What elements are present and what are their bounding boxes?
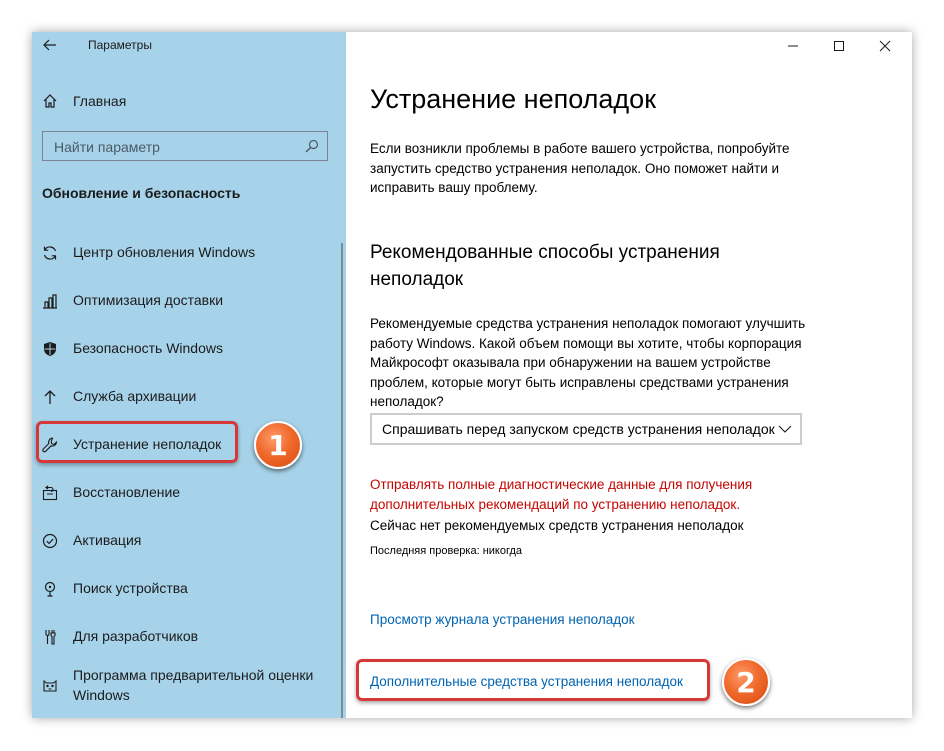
section-title: Обновление и безопасность bbox=[42, 185, 241, 201]
title-bar bbox=[32, 32, 346, 58]
sidebar-item-label: Оптимизация доставки bbox=[73, 292, 224, 308]
check-circle-icon bbox=[40, 531, 60, 551]
sidebar-item-delivery-optimization[interactable] bbox=[32, 284, 346, 318]
close-icon bbox=[879, 40, 891, 52]
shield-icon bbox=[40, 339, 60, 359]
developer-tools-icon bbox=[40, 627, 60, 647]
recommendation-dropdown[interactable] bbox=[370, 413, 802, 445]
sidebar-item-label: Центр обновления Windows bbox=[73, 244, 256, 260]
page-title: Устранение неполадок bbox=[370, 84, 657, 114]
sidebar-item-label: Программа предварительной оценки Windows bbox=[73, 667, 314, 703]
additional-troubleshooters-link[interactable]: Дополнительные средства устранения неполадок bbox=[370, 674, 683, 689]
additional-link-highlight-frame bbox=[356, 659, 710, 701]
minimize-icon bbox=[787, 40, 799, 52]
close-button[interactable] bbox=[862, 32, 908, 60]
last-check-text: Последняя проверка: никогда bbox=[370, 545, 523, 557]
recovery-icon bbox=[40, 483, 60, 503]
home-icon bbox=[40, 91, 60, 111]
minimize-button[interactable] bbox=[770, 32, 816, 60]
sidebar-item-insider[interactable] bbox=[32, 665, 346, 707]
sidebar-item-developers[interactable] bbox=[32, 620, 346, 654]
sidebar-item-label: Для разработчиков bbox=[73, 628, 199, 644]
recommended-heading: Рекомендованные способы устранения неполадок bbox=[370, 242, 720, 290]
troubleshoot-highlight-frame bbox=[36, 421, 238, 463]
sidebar-item-find-device[interactable] bbox=[32, 572, 346, 606]
step-badge-1: 1 bbox=[254, 421, 302, 469]
home-label: Главная bbox=[73, 93, 127, 109]
dropdown-selected-value: Спрашивать перед запуском средств устранения неполадок bbox=[382, 421, 775, 437]
sidebar bbox=[32, 32, 346, 718]
chevron-down-icon bbox=[778, 423, 792, 435]
status-text: Сейчас нет рекомендуемых средств устранения неполадок bbox=[370, 518, 744, 533]
main-panel bbox=[346, 32, 912, 718]
insider-cat-icon bbox=[40, 675, 60, 695]
window-controls bbox=[762, 32, 912, 60]
sidebar-item-recovery[interactable] bbox=[32, 476, 346, 510]
search-input[interactable] bbox=[42, 131, 328, 161]
sidebar-item-label: Активация bbox=[73, 532, 142, 548]
sidebar-item-windows-security[interactable] bbox=[32, 332, 346, 366]
sidebar-item-label: Устранение неполадок bbox=[73, 436, 222, 452]
maximize-button[interactable] bbox=[816, 32, 862, 60]
find-device-icon bbox=[40, 579, 60, 599]
step-badge-2: 2 bbox=[722, 658, 770, 706]
sync-icon bbox=[40, 243, 60, 263]
backup-arrow-icon bbox=[40, 387, 60, 407]
back-button[interactable] bbox=[39, 34, 61, 56]
sidebar-item-label: Безопасность Windows bbox=[73, 340, 223, 356]
sidebar-item-home[interactable] bbox=[32, 88, 346, 114]
intro-text: Если возникли проблемы в работе вашего устройства, попробуйте запустить средство устранения неполадок. Оно поможет найти и исправить вашу проблему. bbox=[370, 141, 790, 195]
sidebar-item-label: Восстановление bbox=[73, 484, 181, 500]
back-arrow-icon bbox=[43, 39, 57, 51]
sidebar-item-activation[interactable] bbox=[32, 524, 346, 558]
search-icon bbox=[303, 137, 321, 155]
history-link[interactable]: Просмотр журнала устранения неполадок bbox=[370, 612, 635, 627]
maximize-icon bbox=[833, 40, 845, 52]
sidebar-item-label: Поиск устройства bbox=[73, 580, 188, 596]
settings-window bbox=[32, 32, 912, 718]
sidebar-item-label: Служба архивации bbox=[73, 388, 197, 404]
sidebar-item-windows-update[interactable] bbox=[32, 236, 346, 270]
app-title: Параметры bbox=[88, 38, 152, 52]
recommended-description: Рекомендуемые средства устранения неполадок помогают улучшить работу Windows. Какой объем помощи вы хотите, чтобы корпорация Майкрософт оказывала при обнаружении на вашем устройстве проблем, которые могут быть исправлены средствами устранения неполадок? bbox=[370, 316, 806, 409]
sidebar-item-backup[interactable] bbox=[32, 380, 346, 414]
search-placeholder: Найти параметр bbox=[54, 139, 160, 155]
diagnostic-data-link[interactable]: Отправлять полные диагностические данные для получения дополнительных рекомендаций по устранению неполадок. bbox=[370, 477, 753, 512]
sidebar-scrollbar[interactable] bbox=[341, 243, 343, 718]
delivery-optimization-icon bbox=[40, 291, 60, 311]
